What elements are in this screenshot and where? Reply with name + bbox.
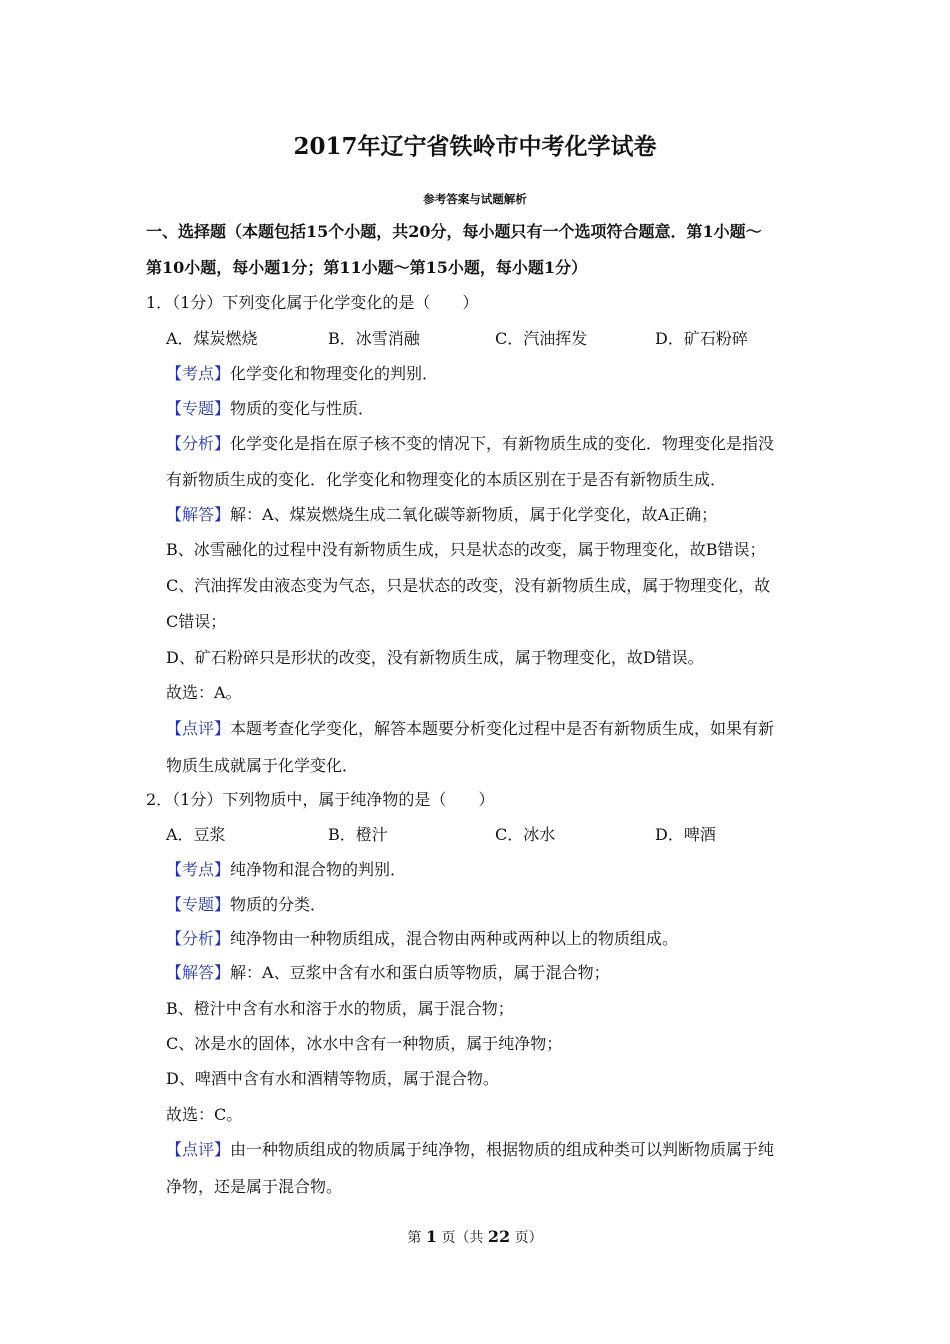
q1-jieda-line-c-cont: C错误；	[166, 612, 227, 631]
q2-jieda-line-d: D、啤酒中含有水和酒精等物质，属于混合物。	[166, 1069, 499, 1088]
jieda-tag: 【解答】	[166, 963, 231, 982]
q2-zhuanti-text: 物质的分类．	[230, 895, 327, 914]
q2-option-b: B．橙汁	[328, 825, 388, 844]
q1-kaodian-text: 化学变化和物理变化的判别．	[230, 364, 439, 383]
q2-jieda-text-1: 解：A、豆浆中含有水和蛋白质等物质，属于混合物；	[230, 963, 610, 982]
q2-kaodian	[166, 859, 406, 881]
question-2-stem: 2．（1分）下列物质中，属于纯净物的是（ ）	[146, 790, 495, 809]
q2-dianping-line-2: 净物，还是属于混合物。	[166, 1177, 343, 1196]
q1-zhuanti	[166, 398, 374, 420]
q1-jieda-line-b: B、冰雪融化的过程中没有新物质生成，只是状态的改变，属于物理变化，故B错误；	[166, 540, 766, 559]
q1-dianping-line-2: 物质生成就属于化学变化．	[166, 756, 359, 775]
q1-jieda	[166, 504, 717, 526]
q2-option-a: A．豆浆	[166, 825, 226, 844]
q1-dianping	[166, 718, 774, 740]
q1-fenxi-text-1: 化学变化是指在原子核不变的情况下，有新物质生成的变化．物理变化是指没	[230, 434, 775, 453]
q2-kaodian-text: 纯净物和混合物的判别．	[230, 860, 407, 879]
footer-page-number: 1	[425, 1227, 437, 1246]
footer-suffix: 页）	[514, 1230, 543, 1246]
q2-jieda-line-b: B、橙汁中含有水和溶于水的物质，属于混合物；	[166, 999, 514, 1018]
fenxi-tag: 【分析】	[166, 929, 231, 948]
q1-zhuanti-text: 物质的变化与性质．	[230, 399, 375, 418]
q1-option-c: C．汽油挥发	[495, 329, 588, 348]
q2-fenxi-text: 纯净物由一种物质组成，混合物由两种或两种以上的物质组成。	[230, 929, 679, 948]
zhuanti-tag: 【专题】	[166, 895, 231, 914]
q2-jieda	[166, 962, 610, 984]
footer-prefix: 第	[407, 1230, 422, 1246]
q1-dianping-text-1: 本题考查化学变化，解答本题要分析变化过程中是否有新物质生成，如果有新	[230, 719, 775, 738]
q1-option-b: B．冰雪消融	[328, 329, 420, 348]
kaodian-tag: 【考点】	[166, 860, 231, 879]
question-1-stem: 1．（1分）下列变化属于化学变化的是（ ）	[146, 293, 479, 312]
footer-total-pages: 22	[487, 1227, 511, 1246]
page-subtitle: 参考答案与试题解析	[423, 192, 527, 206]
zhuanti-tag: 【专题】	[166, 399, 231, 418]
dianping-tag: 【点评】	[166, 719, 231, 738]
q1-option-d: D．矿石粉碎	[655, 329, 748, 348]
q2-option-c: C．冰水	[495, 825, 556, 844]
q1-answer: 故选：A。	[166, 683, 242, 702]
fenxi-tag: 【分析】	[166, 434, 231, 453]
jieda-tag: 【解答】	[166, 505, 231, 524]
page-title: 2017年辽宁省铁岭市中考化学试卷	[293, 133, 657, 160]
kaodian-tag: 【考点】	[166, 364, 231, 383]
q1-jieda-line-d: D、矿石粉碎只是形状的改变，没有新物质生成，属于物理变化，故D错误。	[166, 648, 704, 667]
section-heading-line-1: 一、选择题（本题包括15个小题，共20分，每小题只有一个选项符合题意．第1小题～	[146, 222, 762, 241]
q1-fenxi-line-2: 有新物质生成的变化．化学变化和物理变化的本质区别在于是否有新物质生成．	[166, 470, 727, 489]
q2-dianping-text-1: 由一种物质组成的物质属于纯净物，根据物质的组成种类可以判断物质属于纯	[230, 1140, 775, 1159]
q2-jieda-line-c: C、冰是水的固体，冰水中含有一种物质，属于纯净物；	[166, 1034, 563, 1053]
q1-jieda-text-1: 解：A、煤炭燃烧生成二氧化碳等新物质，属于化学变化，故A正确；	[230, 505, 718, 524]
q1-option-a: A．煤炭燃烧	[166, 329, 258, 348]
section-heading-line-2: 第10小题，每小题1分；第11小题～第15小题，每小题1分）	[146, 258, 588, 277]
q2-answer: 故选：C。	[166, 1105, 243, 1124]
q2-zhuanti	[166, 894, 326, 916]
footer-middle: 页（共	[441, 1230, 484, 1246]
dianping-tag: 【点评】	[166, 1140, 231, 1159]
q1-jieda-line-c: C、汽油挥发由液态变为气态，只是状态的改变，没有新物质生成，属于物理变化，故	[166, 576, 771, 595]
q2-fenxi	[166, 928, 678, 950]
q1-kaodian	[166, 363, 438, 385]
q1-fenxi	[166, 433, 774, 455]
q2-dianping	[166, 1139, 774, 1161]
page-footer	[0, 1226, 950, 1249]
q2-option-d: D．啤酒	[655, 825, 716, 844]
